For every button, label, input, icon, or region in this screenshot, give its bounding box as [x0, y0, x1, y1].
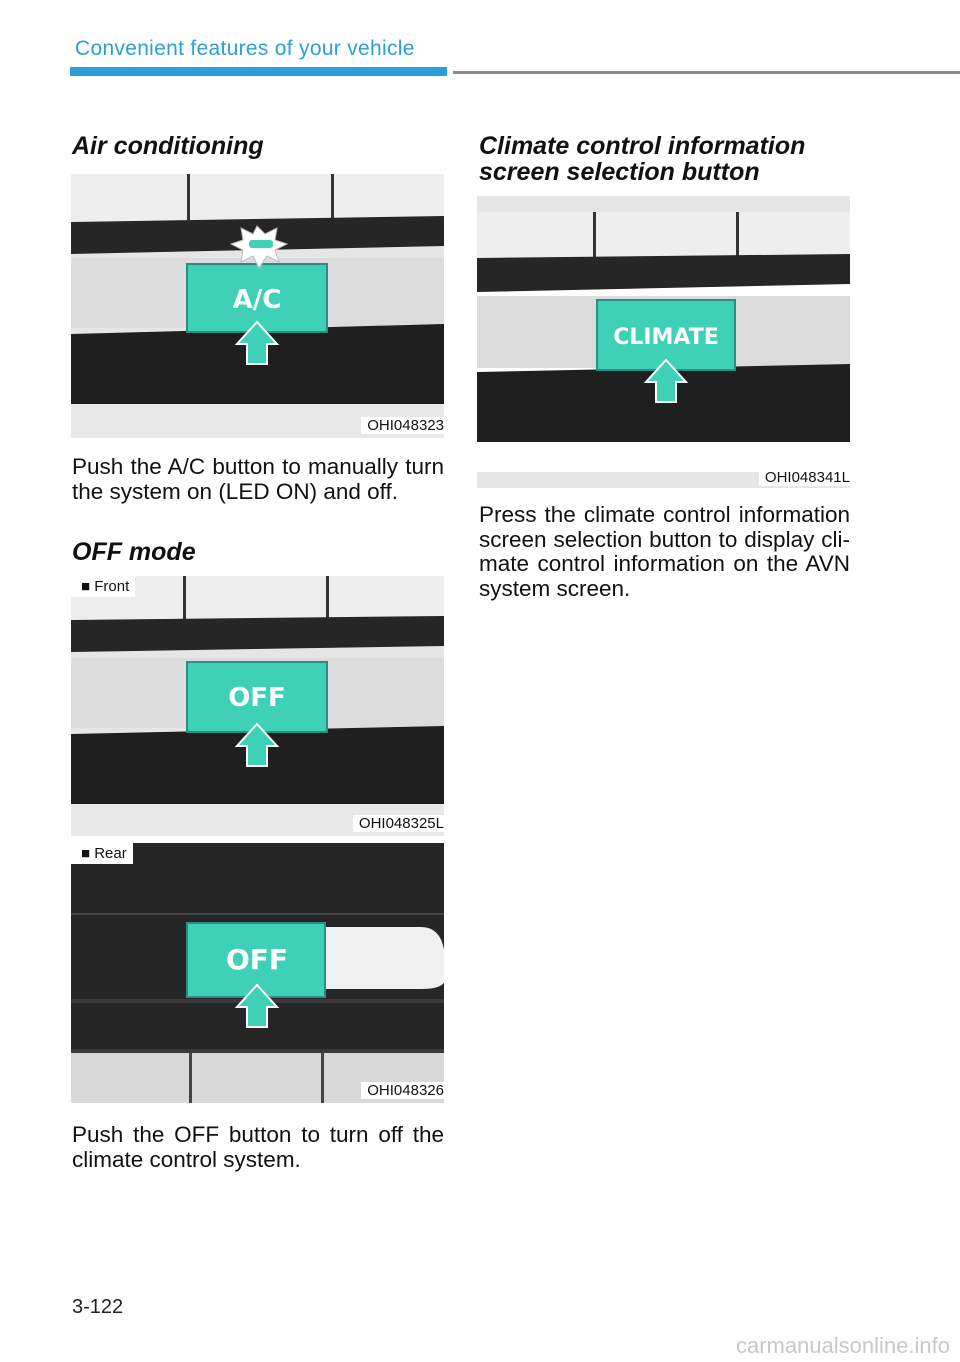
body-text-off-mode: Push the OFF button to turn off the climate control system. [72, 1122, 444, 1172]
figure-climate-button [477, 196, 850, 490]
front-tag: ■ Front [71, 576, 135, 597]
off-button-label: OFF [225, 943, 289, 976]
off-button-label: OFF [228, 683, 286, 713]
figure-off-front [71, 576, 444, 836]
figure-code: OHI048326 [361, 1082, 444, 1099]
section-title-off-mode: OFF mode [72, 538, 196, 566]
section-title-air-conditioning: Air conditioning [72, 132, 264, 160]
section-title-climate-line1: Climate control information [479, 132, 806, 160]
figure-off-rear [71, 843, 444, 1103]
watermark: carmanualsonline.info [735, 1333, 950, 1358]
page-number: 3-122 [72, 1296, 124, 1318]
figure-ac-button [71, 174, 444, 438]
section-title-climate-line2: screen selection button [479, 158, 760, 186]
climate-button-label: CLIMATE [613, 325, 719, 350]
body-text-air-conditioning: Push the A/C button to manually turn the system on (LED ON) and off. [72, 454, 444, 504]
rear-tag: ■ Rear [71, 843, 133, 864]
header-rule [453, 71, 960, 74]
body-text-climate-info: Press the climate control information screen selection button to display cli-mate control information on the AVN system screen. [479, 502, 850, 601]
figure-code: OHI048323 [361, 417, 444, 434]
chapter-header: Convenient features of your vehicle [75, 37, 415, 60]
figure-code: OHI048341L [759, 469, 850, 486]
figure-code: OHI048325L [353, 815, 444, 832]
header-accent-bar [70, 67, 447, 76]
ac-button-label: A/C [232, 285, 282, 315]
